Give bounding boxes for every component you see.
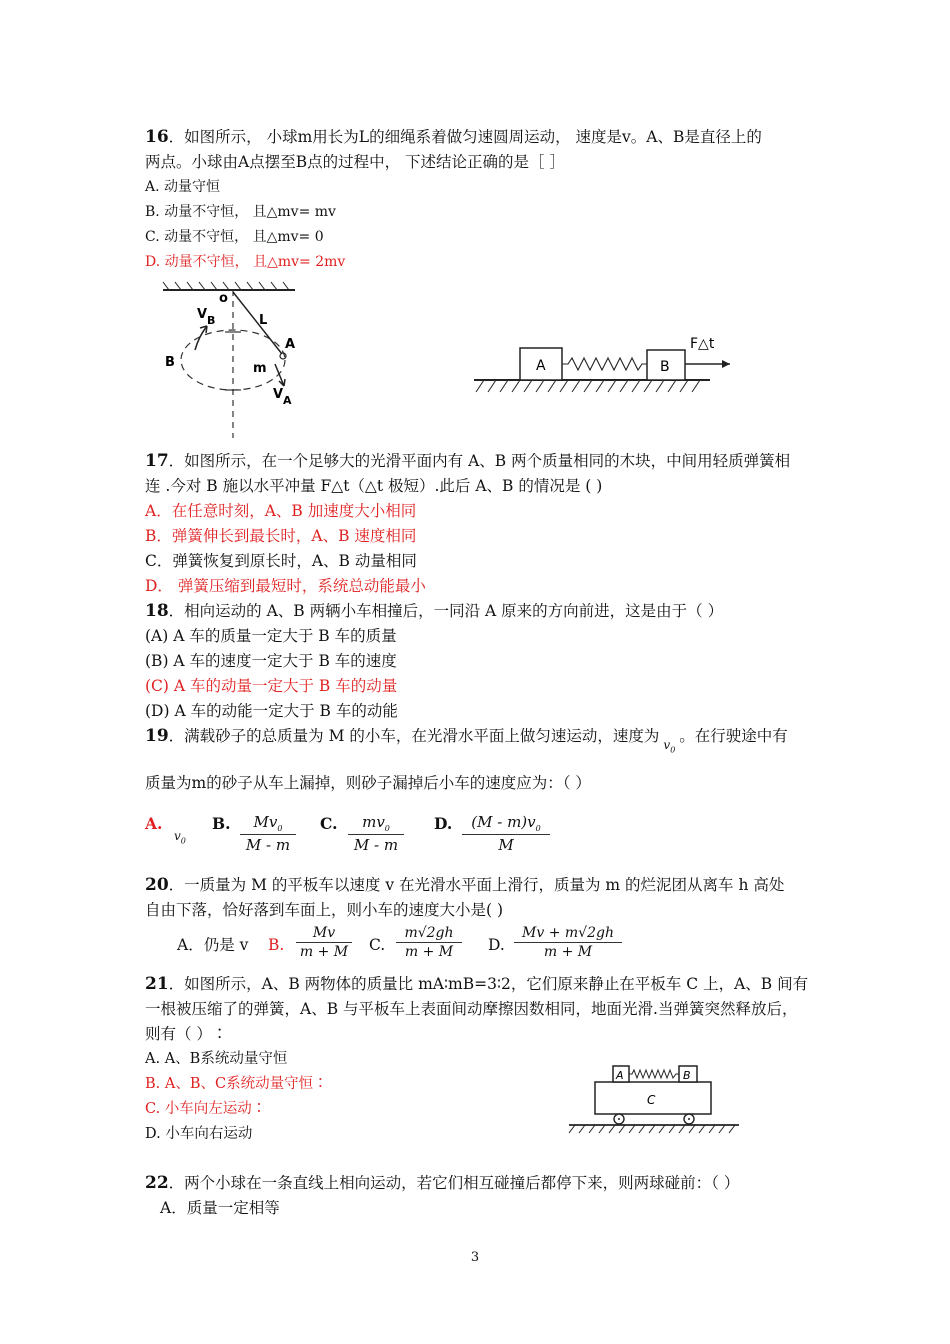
q16-option-b: B. 动量不守恒， 且△mv= mv xyxy=(145,204,336,220)
q19-option-d-fraction xyxy=(462,813,550,854)
fig16-label-a: A xyxy=(285,337,296,352)
q18-line1 xyxy=(145,601,723,621)
q17-option-d: D． 弹簧压缩到最短时，系统总动能最小 xyxy=(145,577,426,595)
q19-c-denominator: M - m xyxy=(353,836,399,854)
q21-stem-1: ．如图所示，A、B 两物体的质量比 mA∶mB=3∶2，它们原来静止在平板车 C 上，A、B 间有 xyxy=(168,975,809,993)
q16-number: 16 xyxy=(145,127,169,147)
q19-d-denominator: M xyxy=(498,836,514,854)
q19-stem-1: ．满载砂子的总质量为 M 的小车，在光滑水平面上做匀速运动，速度为 xyxy=(168,727,660,745)
q19-v0-main: v xyxy=(663,738,671,752)
q20-c-numerator: m√2gh xyxy=(396,925,462,943)
q18-option-b: (B) A 车的速度一定大于 B 车的速度 xyxy=(145,652,397,670)
q19-option-b-label: B. xyxy=(212,814,231,833)
q17-number: 17 xyxy=(145,451,169,471)
q20-number: 20 xyxy=(145,875,169,895)
fig16-label-vb: V xyxy=(197,307,208,322)
fig16-label-vb-sub: B xyxy=(207,314,216,327)
q20-option-b-label: B. xyxy=(268,936,285,954)
q17-option-b: B．弹簧伸长到最长时，A、B 速度相同 xyxy=(145,527,417,545)
q19-option-a-label: A. xyxy=(145,814,163,833)
q17-figure xyxy=(472,328,742,404)
fig16-label-b: B xyxy=(165,355,175,370)
q21-option-d: D. 小车向右运动 xyxy=(145,1126,253,1142)
q17-option-a: A．在任意时刻，A、B 加速度大小相同 xyxy=(145,502,417,520)
q16-line2: 两点。小球由A点摆至B点的过程中， 下述结论正确的是［ ］ xyxy=(145,153,565,171)
q21-option-b: B. A、B、C系统动量守恒∶ xyxy=(145,1076,328,1092)
fig21-label-a: A xyxy=(616,1069,624,1082)
q18-number: 18 xyxy=(145,601,169,621)
q20-option-d-label: D. xyxy=(488,936,505,954)
q16-figure xyxy=(155,280,305,440)
q19-d-num-text: (M - m)v xyxy=(471,813,536,831)
fig16-label-va: V xyxy=(273,387,284,402)
q16-option-d: D. 动量不守恒， 且△mv= 2mv xyxy=(145,254,346,270)
fig17-label-b: B xyxy=(660,359,670,375)
q18-option-c: (C) A 车的动量一定大于 B 车的动量 xyxy=(145,677,398,695)
q18-option-d: (D) A 车的动能一定大于 B 车的动能 xyxy=(145,702,398,720)
q19-option-c-label: C. xyxy=(320,814,338,833)
q22-option-a: A．质量一定相等 xyxy=(160,1199,280,1217)
q19-c-num-sub: 0 xyxy=(384,824,390,833)
q17-option-c: C．弹簧恢复到原长时，A、B 动量相同 xyxy=(145,552,417,570)
q19-option-b-fraction xyxy=(240,813,296,854)
q16-option-c: C. 动量不守恒， 且△mv= 0 xyxy=(145,229,324,245)
q20-stem-1: ．一质量为 M 的平板车以速度 v 在光滑水平面上滑行，质量为 m 的烂泥团从离车 h 高处 xyxy=(168,876,785,894)
q20-option-a: A．仍是 v xyxy=(177,936,249,954)
q20-c-denominator: m + M xyxy=(404,944,454,960)
q21-number: 21 xyxy=(145,974,169,994)
fig16-label-va-sub: A xyxy=(283,394,292,407)
q20-option-d-fraction xyxy=(514,925,622,960)
q20-d-denominator: m + M xyxy=(543,944,593,960)
q20-option-c-fraction xyxy=(396,925,462,960)
fig17-label-force: F△t xyxy=(690,336,715,352)
q18-option-a: (A) A 车的质量一定大于 B 车的质量 xyxy=(145,627,397,645)
q19-b-num-sub: 0 xyxy=(277,824,283,833)
q19-stem-1-end: 。在行驶途中有 xyxy=(679,727,788,745)
fig16-label-m: m xyxy=(253,361,267,376)
q20-d-numerator: Mv + m√2gh xyxy=(514,925,622,943)
q20-b-numerator: Mv xyxy=(296,925,352,943)
q20-option-b-fraction xyxy=(296,925,352,960)
q21-option-c: C. 小车向左运动∶ xyxy=(145,1101,267,1117)
q16-option-a: A. 动量守恒 xyxy=(145,179,221,195)
q17-stem-1: ．如图所示，在一个足够大的光滑平面内有 A、B 两个质量相同的木块，中间用轻质弹簧相 xyxy=(168,452,791,470)
page-number: 3 xyxy=(470,1250,480,1265)
q19-line2: 质量为m的砂子从车上漏掉，则砂子漏掉后小车的速度应为：（ ） xyxy=(145,774,591,792)
q19-option-a-value xyxy=(174,826,186,851)
q20-option-c-label: C. xyxy=(369,936,386,954)
q19-number: 19 xyxy=(145,726,169,746)
q22-number: 22 xyxy=(145,1173,169,1193)
fig17-label-a: A xyxy=(536,358,546,374)
fig21-label-c: C xyxy=(647,1093,656,1107)
q20-line1 xyxy=(145,875,784,895)
q21-line1 xyxy=(145,974,808,994)
q19-option-c-fraction xyxy=(348,813,404,854)
q17-line1 xyxy=(145,451,790,471)
q20-b-denominator: m + M xyxy=(299,944,349,960)
q19-a-v: v xyxy=(174,829,181,843)
q19-line1 xyxy=(145,726,788,755)
fig21-label-b: B xyxy=(683,1069,691,1082)
q20-line2: 自由下落，恰好落到车面上，则小车的速度大小是( ) xyxy=(145,901,504,919)
q19-c-num-text: mv xyxy=(362,813,385,831)
q19-b-denominator: M - m xyxy=(245,836,291,854)
q17-line2: 连 .今对 B 施以水平冲量 F△t（△t 极短）.此后 A、B 的情况是 ( ) xyxy=(145,477,603,495)
fig16-label-l: L xyxy=(259,313,268,328)
q19-a-v-sub: 0 xyxy=(180,836,186,846)
q16-line1 xyxy=(145,127,762,147)
q18-stem-1: ．相向运动的 A、B 两辆小车相撞后，一同沿 A 原来的方向前进，这是由于（ ） xyxy=(168,602,724,620)
q19-c-numerator xyxy=(348,813,404,835)
q22-stem-1: ．两个小球在一条直线上相向运动，若它们相互碰撞后都停下来，则两球碰前：（ ） xyxy=(168,1174,740,1192)
q22-line1 xyxy=(145,1173,739,1193)
q21-line3: 则有（ ）∶ xyxy=(145,1025,228,1043)
q19-d-numerator xyxy=(462,813,550,835)
q19-b-num-text: Mv xyxy=(253,813,278,831)
q19-v0 xyxy=(663,738,676,755)
q21-figure xyxy=(565,1060,745,1140)
q19-v0-sub: 0 xyxy=(670,745,676,755)
q19-option-d-label: D. xyxy=(434,814,453,833)
q21-line2: 一根被压缩了的弹簧，A、B 与平板车上表面间动摩擦因数相同，地面光滑.当弹簧突然释放后， xyxy=(145,1000,798,1018)
q16-stem-1: ．如图所示， 小球m用长为L的细绳系着做匀速圆周运动， 速度是v。A、B是直径上的 xyxy=(168,128,762,146)
fig16-label-o: o xyxy=(219,291,228,306)
q19-b-numerator xyxy=(240,813,296,835)
q19-d-num-sub: 0 xyxy=(535,824,541,833)
q21-option-a: A. A、B系统动量守恒 xyxy=(145,1051,288,1067)
